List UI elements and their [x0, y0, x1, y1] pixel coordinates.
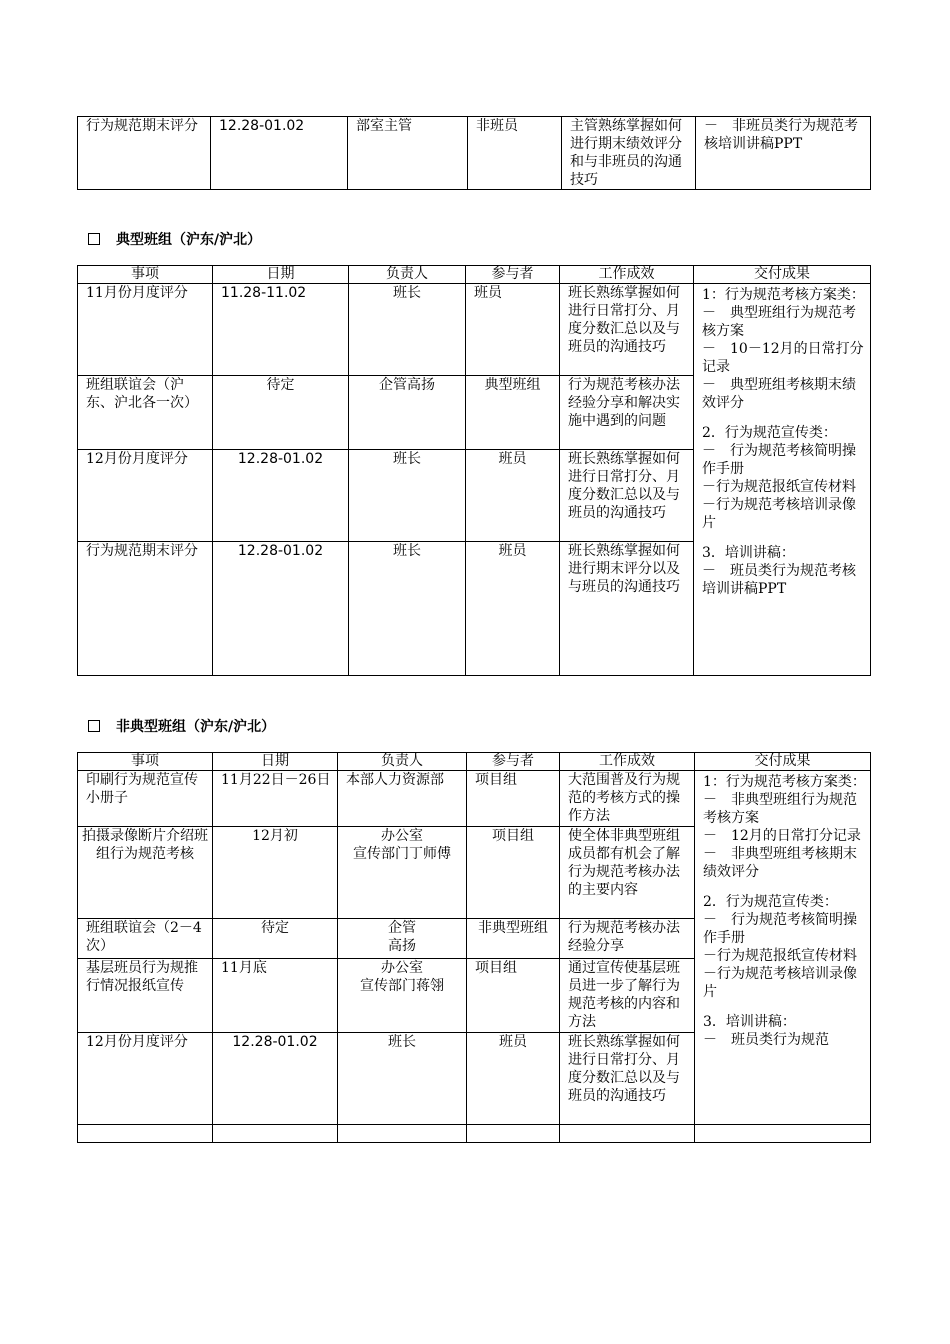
header-cell: 负责人 — [349, 266, 466, 284]
cell-participant: 班员 — [467, 1033, 560, 1125]
cell-result: 大范围普及行为规范的考核方式的操作方法 — [560, 771, 695, 827]
section-heading-typical — [88, 229, 261, 249]
header-cell: 工作成效 — [560, 266, 694, 284]
cell-date: 待定 — [213, 376, 349, 450]
header-cell: 日期 — [213, 753, 338, 771]
deliverable-line: － 班员类行为规范考核培训讲稿PPT — [702, 563, 856, 597]
deliverable-line: － 行为规范考核简明操作手册 — [702, 443, 856, 477]
deliverable-line: － 12月的日常打分记录 — [703, 828, 861, 844]
deliverable-line: － 班员类行为规范 — [703, 1032, 829, 1048]
deliverable-line: 2．行为规范宣传类： — [703, 894, 838, 910]
cell-result: 班长熟练掌握如何进行期末评分以及与班员的沟通技巧 — [560, 542, 694, 676]
owner-line: 宣传部门丁师傅 — [353, 846, 451, 862]
cell-participant: 班员 — [466, 542, 560, 676]
cell-item: 班组联谊会（2－4次） — [78, 919, 213, 959]
cell-date: 12.28-01.02 — [211, 117, 348, 190]
empty-cell — [213, 1125, 338, 1143]
deliverable-line: － 典型班组行为规范考核方案 — [702, 305, 856, 339]
deliverable-line: －行为规范考核培训录像片 — [703, 966, 857, 1000]
deliverable-line: 3．培训讲稿： — [702, 545, 795, 561]
table-header-row — [78, 753, 871, 771]
cell-participant: 项目组 — [467, 959, 560, 1033]
deliverable-line: 2．行为规范宣传类： — [702, 425, 837, 441]
non-typical-team-table — [77, 752, 871, 1143]
cell-participant: 典型班组 — [466, 376, 560, 450]
empty-cell — [560, 1125, 695, 1143]
cell-deliverables — [694, 284, 871, 676]
deliverable-line: － 非典型班组考核期末绩效评分 — [703, 846, 857, 880]
cell-result: 班长熟练掌握如何进行日常打分、月度分数汇总以及与班员的沟通技巧 — [560, 450, 694, 542]
table-row — [78, 1125, 871, 1143]
cell-owner — [338, 827, 467, 919]
owner-line: 高扬 — [388, 938, 416, 954]
empty-cell — [467, 1125, 560, 1143]
cell-item: 印刷行为规范宣传小册子 — [78, 771, 213, 827]
header-cell: 事项 — [78, 753, 213, 771]
cell-deliverable: － 非班员类行为规范考核培训讲稿PPT — [696, 117, 871, 190]
owner-line: 办公室 — [381, 828, 423, 844]
cell-item: 行为规范期末评分 — [78, 542, 213, 676]
cell-owner: 班长 — [349, 284, 466, 376]
table-row — [78, 771, 871, 827]
cell-date: 12月初 — [213, 827, 338, 919]
table-row — [78, 284, 871, 376]
top-table — [77, 116, 871, 190]
cell-owner — [338, 959, 467, 1033]
cell-deliverables — [695, 771, 871, 1125]
cell-result: 行为规范考核办法经验分享和解决实施中遇到的问题 — [560, 376, 694, 450]
cell-participant: 项目组 — [467, 771, 560, 827]
cell-participant: 班员 — [466, 284, 560, 376]
cell-result: 使全体非典型班组成员都有机会了解行为规范考核办法的主要内容 — [560, 827, 695, 919]
header-cell: 日期 — [213, 266, 349, 284]
cell-item: 拍摄录像断片介绍班组行为规范考核 — [78, 827, 213, 919]
deliverable-line: －行为规范报纸宣传材料 — [702, 479, 856, 495]
header-cell: 工作成效 — [560, 753, 695, 771]
cell-participant: 项目组 — [467, 827, 560, 919]
cell-owner: 本部人力资源部 — [338, 771, 467, 827]
owner-line: 企管 — [388, 920, 416, 936]
cell-result: 主管熟练掌握如何进行期末绩效评分和与非班员的沟通技巧 — [562, 117, 696, 190]
cell-date: 12.28-01.02 — [213, 542, 349, 676]
table-header-row — [78, 266, 871, 284]
section-title: 非典型班组（沪东/沪北） — [116, 719, 276, 735]
cell-owner: 企管高扬 — [349, 376, 466, 450]
cell-date: 11.28-11.02 — [213, 284, 349, 376]
cell-participant: 非典型班组 — [467, 919, 560, 959]
cell-result: 行为规范考核办法经验分享 — [560, 919, 695, 959]
deliverable-line: 3．培训讲稿： — [703, 1014, 796, 1030]
cell-result: 班长熟练掌握如何进行日常打分、月度分数汇总以及与班员的沟通技巧 — [560, 284, 694, 376]
table-row — [78, 117, 871, 190]
section-title: 典型班组（沪东/沪北） — [116, 232, 262, 248]
cell-result: 班长熟练掌握如何进行日常打分、月度分数汇总以及与班员的沟通技巧 — [560, 1033, 695, 1125]
cell-owner: 部室主管 — [348, 117, 468, 190]
cell-item: 11月份月度评分 — [78, 284, 213, 376]
cell-item: 12月份月度评分 — [78, 1033, 213, 1125]
empty-cell — [338, 1125, 467, 1143]
header-cell: 负责人 — [338, 753, 467, 771]
deliverable-line: －行为规范考核培训录像片 — [702, 497, 856, 531]
cell-owner: 班长 — [349, 450, 466, 542]
owner-line: 宣传部门蒋翎 — [360, 978, 444, 994]
header-cell: 参与者 — [466, 266, 560, 284]
cell-date: 12.28-01.02 — [213, 450, 349, 542]
cell-item: 行为规范期末评分 — [78, 117, 211, 190]
deliverable-line: 1：行为规范考核方案类： — [702, 287, 865, 303]
section-heading-non-typical — [88, 716, 275, 736]
cell-owner: 班长 — [338, 1033, 467, 1125]
checkbox-icon — [88, 233, 100, 245]
cell-participant: 班员 — [466, 450, 560, 542]
cell-date: 11月底 — [213, 959, 338, 1033]
deliverable-line: － 10－12月的日常打分记录 — [702, 341, 864, 375]
cell-owner — [338, 919, 467, 959]
empty-cell — [78, 1125, 213, 1143]
deliverable-line: － 行为规范考核简明操作手册 — [703, 912, 857, 946]
deliverable-line: － 非典型班组行为规范考核方案 — [703, 792, 857, 826]
cell-date: 待定 — [213, 919, 338, 959]
cell-participant: 非班员 — [468, 117, 562, 190]
typical-team-table — [77, 265, 871, 676]
cell-item: 基层班员行为规推行情况报纸宣传 — [78, 959, 213, 1033]
cell-result: 通过宣传使基层班员进一步了解行为规范考核的内容和方法 — [560, 959, 695, 1033]
header-cell: 交付成果 — [694, 266, 871, 284]
deliverable-line: － 典型班组考核期末绩效评分 — [702, 377, 856, 411]
cell-date: 11月22日－26日 — [213, 771, 338, 827]
header-cell: 参与者 — [467, 753, 560, 771]
cell-date: 12.28-01.02 — [213, 1033, 338, 1125]
cell-item: 班组联谊会（沪东、沪北各一次） — [78, 376, 213, 450]
header-cell: 交付成果 — [695, 753, 871, 771]
empty-cell — [695, 1125, 871, 1143]
owner-line: 办公室 — [381, 960, 423, 976]
deliverable-line: 1：行为规范考核方案类： — [703, 774, 866, 790]
header-cell: 事项 — [78, 266, 213, 284]
checkbox-icon — [88, 720, 100, 732]
cell-owner: 班长 — [349, 542, 466, 676]
cell-item: 12月份月度评分 — [78, 450, 213, 542]
deliverable-line: －行为规范报纸宣传材料 — [703, 948, 857, 964]
